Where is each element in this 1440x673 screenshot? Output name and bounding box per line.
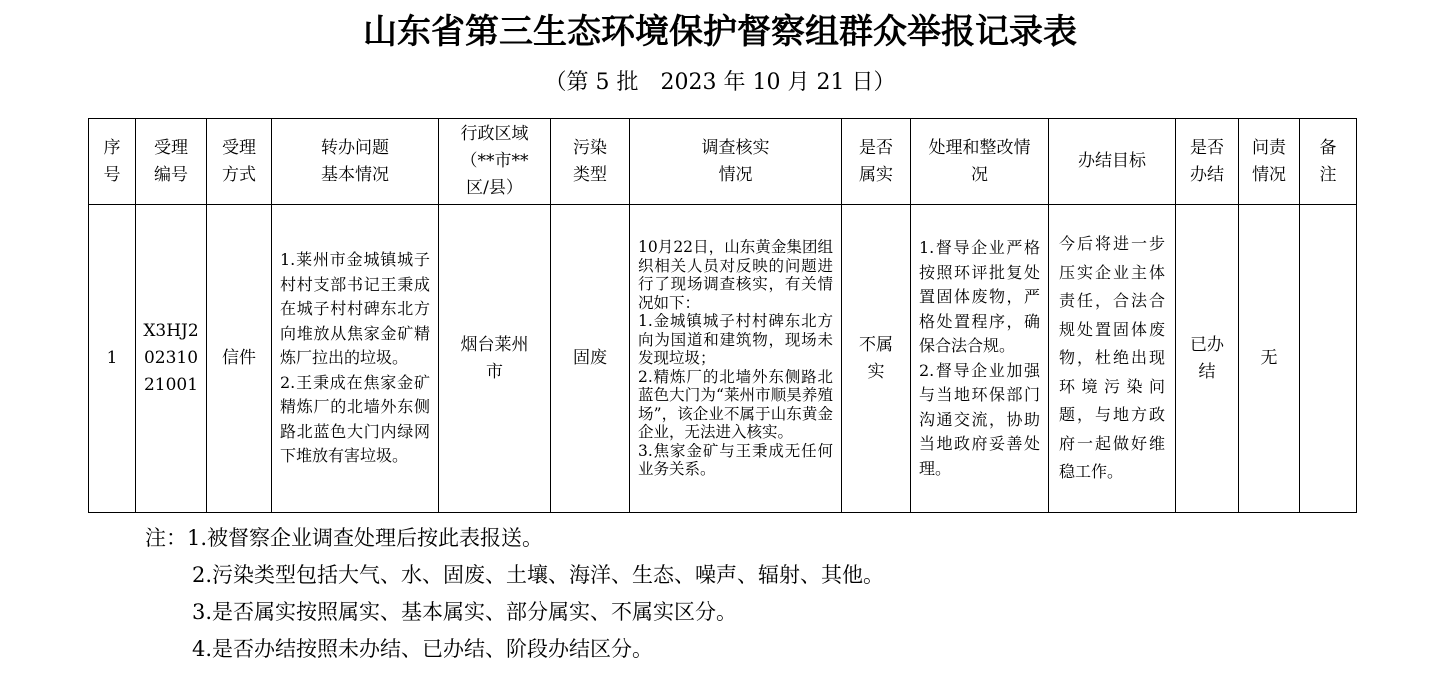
cell-issue: 1.莱州市金城镇城子村村支部书记王秉成在城子村村碑东北方向堆放从焦家金矿精炼厂拉出的垃圾。 2.王秉成在焦家金矿精炼厂的北墙外东侧路北蓝色大门内绿网下堆放有害垃圾。 [272, 205, 439, 513]
cell-id: X3HJ2 02310 21001 [136, 205, 207, 513]
document-title: 山东省第三生态环境保护督察组群众举报记录表 [363, 12, 1077, 52]
note-2: 2.污染类型包括大气、水、固废、土壤、海洋、生态、噪声、辐射、其他。 [192, 563, 885, 587]
header-issue: 转办问题 基本情况 [272, 119, 439, 205]
cell-pollution-type: 固废 [551, 205, 630, 513]
header-accountability: 问责 情况 [1239, 119, 1300, 205]
header-pollution-type: 污染 类型 [551, 119, 630, 205]
header-target: 办结目标 [1049, 119, 1176, 205]
cell-method: 信件 [207, 205, 272, 513]
header-remark: 备 注 [1300, 119, 1357, 205]
cell-accountability: 无 [1239, 205, 1300, 513]
header-id: 受理 编号 [136, 119, 207, 205]
notes [145, 520, 884, 668]
cell-remark [1300, 205, 1357, 513]
cell-region: 烟台莱州 市 [439, 205, 551, 513]
header-method: 受理 方式 [207, 119, 272, 205]
cell-handling: 1.督导企业严格按照环评批复处置固体废物，严格处置程序，确保合法合规。 2.督导企业加强与当地环保部门沟通交流，协助当地政府妥善处理。 [911, 205, 1049, 513]
cell-closed: 已办 结 [1176, 205, 1239, 513]
header-row [89, 119, 1357, 205]
header-region: 行政区域 （**市** 区/县） [439, 119, 551, 205]
note-4: 4.是否办结按照未办结、已办结、阶段办结区分。 [192, 637, 654, 661]
note-1: 注：1.被督察企业调查处理后按此表报送。 [145, 526, 544, 550]
header-handling: 处理和整改情 况 [911, 119, 1049, 205]
cell-target: 今后将进一步压实企业主体责任，合法合规处置固体废物，杜绝出现环境污染问题，与地方政府一起做好维稳工作。 [1049, 205, 1176, 513]
document-subtitle: （第 5 批 2023 年 10 月 21 日） [544, 70, 896, 95]
note-3: 3.是否属实按照属实、基本属实、部分属实、不属实区分。 [192, 600, 738, 624]
table-row [89, 205, 1357, 513]
header-closed: 是否 办结 [1176, 119, 1239, 205]
header-is-true: 是否 属实 [842, 119, 911, 205]
cell-seq: 1 [89, 205, 136, 513]
report-table [88, 118, 1357, 513]
cell-investigation: 10月22日，山东黄金集团组织相关人员对反映的问题进行了现场调查核实，有关情况如下： 1.金城镇城子村村碑东北方向为国道和建筑物，现场未发现垃圾； 2.精炼厂的北墙外东侧路北蓝色大门为“莱州市顺昊养殖场”，该企业不属于山东黄金企业，无法进入核实。 3.焦家金矿与王秉成无任何业务关系。 [630, 205, 842, 513]
cell-is-true: 不属 实 [842, 205, 911, 513]
header-investigation: 调查核实 情况 [630, 119, 842, 205]
header-seq: 序 号 [89, 119, 136, 205]
